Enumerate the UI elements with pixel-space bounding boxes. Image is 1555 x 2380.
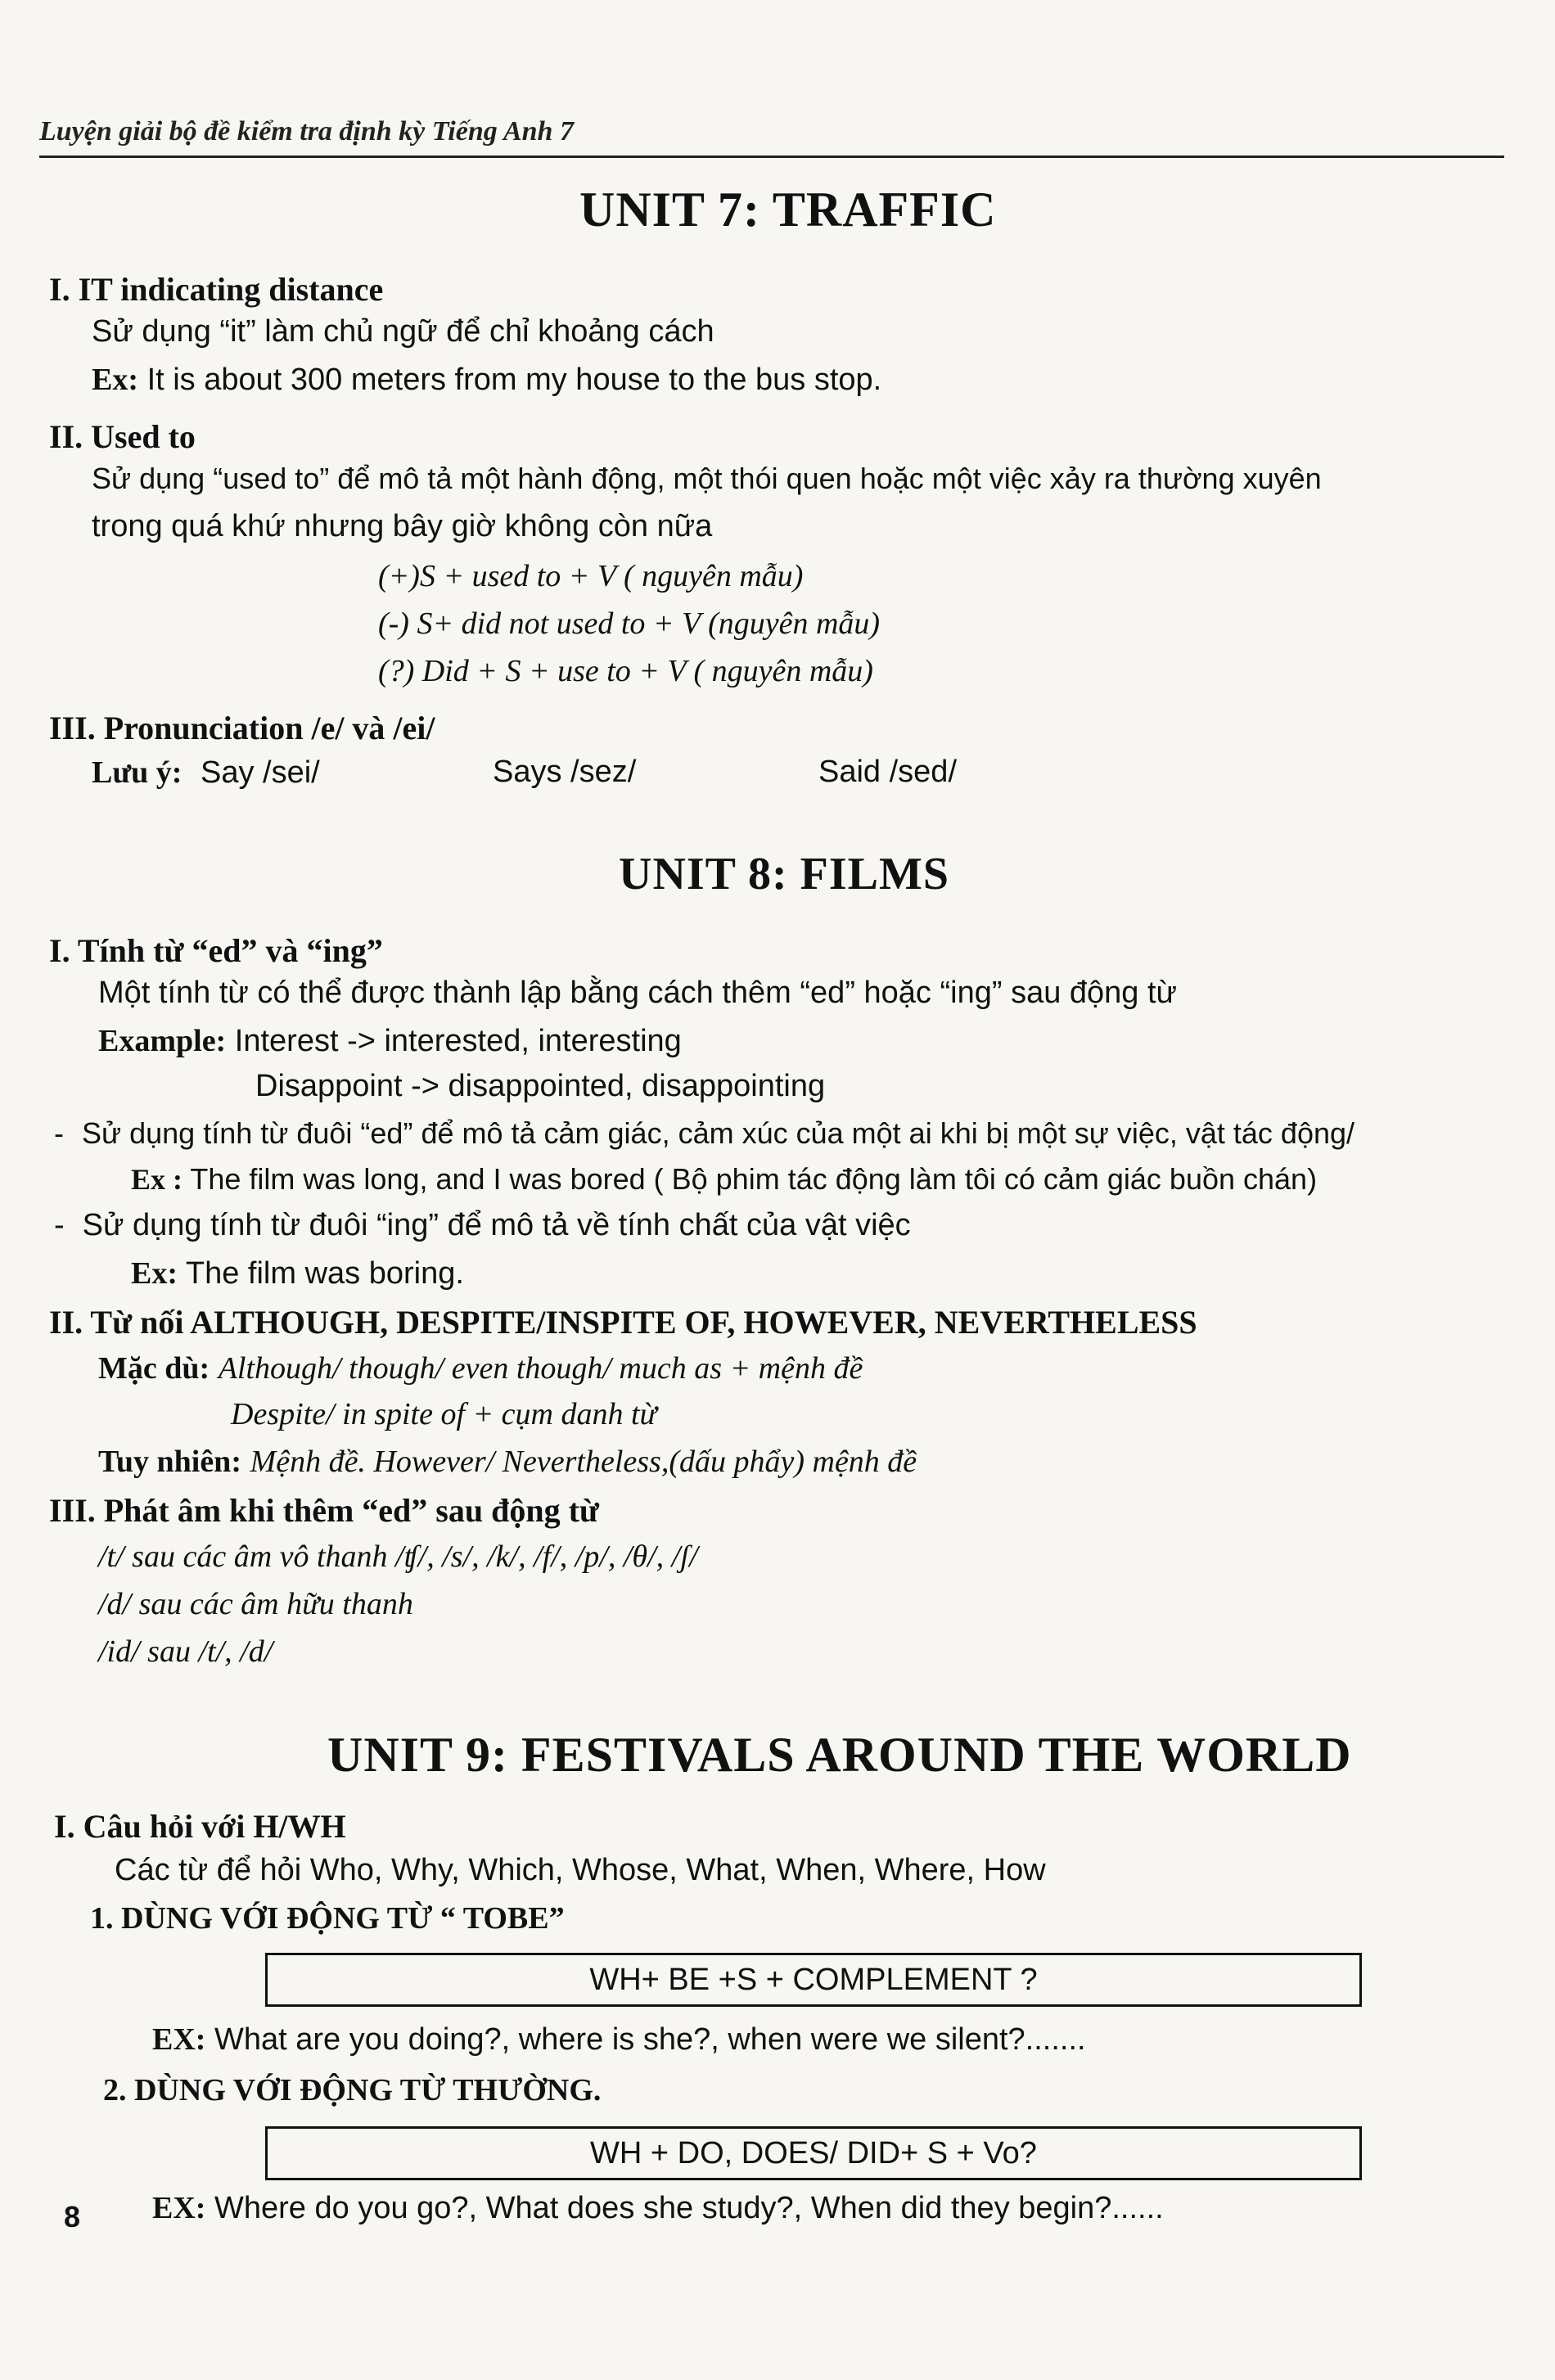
unit7-section3-title: III. Pronunciation /e/ và /ei/ (49, 710, 435, 746)
unit7-section2-title: II. Used to (49, 418, 196, 455)
pron-t: /t/ sau các âm vô thanh /ʧ/, /s/, /k/, /f/, /p/, /θ/, /ʃ/ (98, 1539, 698, 1574)
example-label: Ex : (131, 1163, 183, 1196)
unit7-section2-desc-line1: Sử dụng “used to” để mô tả một hành động, một thói quen hoặc một việc xảy ra thường xuyên (92, 462, 1322, 495)
unit9-example1 (152, 2022, 1086, 2058)
unit8-section1-title: I. Tính từ “ed” và “ing” (49, 932, 383, 969)
unit8-section1-desc: Một tính từ có thể được thành lập bằng cách thêm “ed” hoặc “ing” sau động từ (98, 976, 1177, 1010)
bullet-ed: - Sử dụng tính từ đuôi “ed” để mô tả cảm giác, cảm xúc của một ai khi bị một sự việc, vật tác động/ (54, 1116, 1355, 1150)
example-label: Example: (98, 1024, 227, 1058)
unit9-heading-tobe: 1. DÙNG VỚI ĐỘNG TỪ “ TOBE” (90, 1901, 565, 1936)
bullet-ing-text: Sử dụng tính từ đuôi “ing” để mô tả về tính chất của vật việc (82, 1208, 911, 1242)
unit9-example2 (152, 2190, 1164, 2226)
note-says: Says /sez/ (493, 755, 637, 789)
running-header: Luyện giải bộ đề kiểm tra định kỳ Tiếng Anh 7 (39, 116, 574, 146)
despite-line: Despite/ in spite of + cụm danh từ (231, 1397, 657, 1431)
bullet-ed-text: Sử dụng tính từ đuôi “ed” để mô tả cảm giác, cảm xúc của một ai khi bị một sự việc, vật tác động/ (82, 1116, 1355, 1150)
md-label: Mặc dù: (98, 1351, 210, 1386)
header-rule (39, 156, 1504, 158)
formula-question: (?) Did + S + use to + V ( nguyên mẫu) (378, 654, 873, 688)
unit8-section3-title: III. Phát âm khi thêm “ed” sau động từ (49, 1492, 599, 1529)
unit9-title: UNIT 9: FESTIVALS AROUND THE WORLD (327, 1728, 1352, 1782)
although-line (98, 1350, 863, 1386)
note-say: Say /sei/ (201, 755, 320, 790)
unit7-section1-title: I. IT indicating distance (49, 271, 384, 308)
unit8-example (98, 1023, 682, 1059)
pron-id: /id/ sau /t/, /d/ (98, 1634, 273, 1669)
bullet-ing-example-text: The film was boring. (185, 1256, 464, 1291)
however-line (98, 1444, 917, 1480)
example-line2: Disappoint -> disappointed, disappointing (255, 1069, 826, 1103)
unit9-heading-verb: 2. DÙNG VỚI ĐỘNG TỪ THƯỜNG. (103, 2073, 602, 2107)
example-label: EX: (152, 2191, 206, 2225)
formula-positive: (+)S + used to + V ( nguyên mẫu) (378, 559, 804, 593)
unit9-example2-text: Where do you go?, What does she study?, When did they begin?...... (214, 2191, 1164, 2225)
unit7-section2-desc-line2: trong quá khứ nhưng bây giờ không còn nữa (92, 509, 713, 543)
unit8-title: UNIT 8: FILMS (619, 849, 950, 899)
bullet-ed-example-text: The film was long, and I was bored ( Bộ phim tác động làm tôi có cảm giác buồn chán) (190, 1162, 1318, 1196)
tn-label: Tuy nhiên: (98, 1445, 241, 1479)
example-label: Ex: (131, 1256, 178, 1291)
example-text: It is about 300 meters from my house to the bus stop. (146, 363, 882, 397)
unit7-title: UNIT 7: TRAFFIC (579, 183, 997, 237)
bullet-ing-example (131, 1255, 464, 1291)
page-number: 8 (64, 2200, 81, 2234)
note-label: Lưu ý: (92, 755, 183, 790)
example-label: EX: (152, 2022, 206, 2057)
unit9-section1-desc: Các từ để hỏi Who, Why, Which, Whose, What, When, Where, How (115, 1853, 1046, 1887)
example-label: Ex: (92, 363, 138, 397)
unit8-section2-title: II. Từ nối ALTHOUGH, DESPITE/INSPITE OF, HOWEVER, NEVERTHELESS (49, 1304, 1197, 1341)
unit7-section1-desc: Sử dụng “it” làm chủ ngữ để chỉ khoảng cách (92, 314, 714, 349)
formula-box-tobe: WH+ BE +S + COMPLEMENT ? (265, 1953, 1362, 2007)
tn-text: Mệnh đề. However/ Nevertheless,(dấu phẩy) mệnh đề (250, 1445, 917, 1479)
bullet-ed-example (131, 1162, 1317, 1197)
bullet-ing: - Sử dụng tính từ đuôi “ing” để mô tả về tính chất của vật việc (54, 1208, 911, 1242)
unit7-note (92, 755, 320, 791)
unit9-section1-title: I. Câu hỏi với H/WH (54, 1808, 346, 1845)
formula-box-verb: WH + DO, DOES/ DID+ S + Vo? (265, 2126, 1362, 2180)
note-said: Said /sed/ (818, 755, 957, 789)
example-line1: Interest -> interested, interesting (234, 1024, 682, 1058)
pron-d: /d/ sau các âm hữu thanh (98, 1587, 413, 1621)
formula-negative: (-) S+ did not used to + V (nguyên mẫu) (378, 606, 881, 641)
unit7-section1-example (92, 362, 881, 398)
md-line1: Although/ though/ even though/ much as + mệnh đề (218, 1351, 863, 1386)
unit9-example1-text: What are you doing?, where is she?, when were we silent?....... (214, 2022, 1086, 2057)
